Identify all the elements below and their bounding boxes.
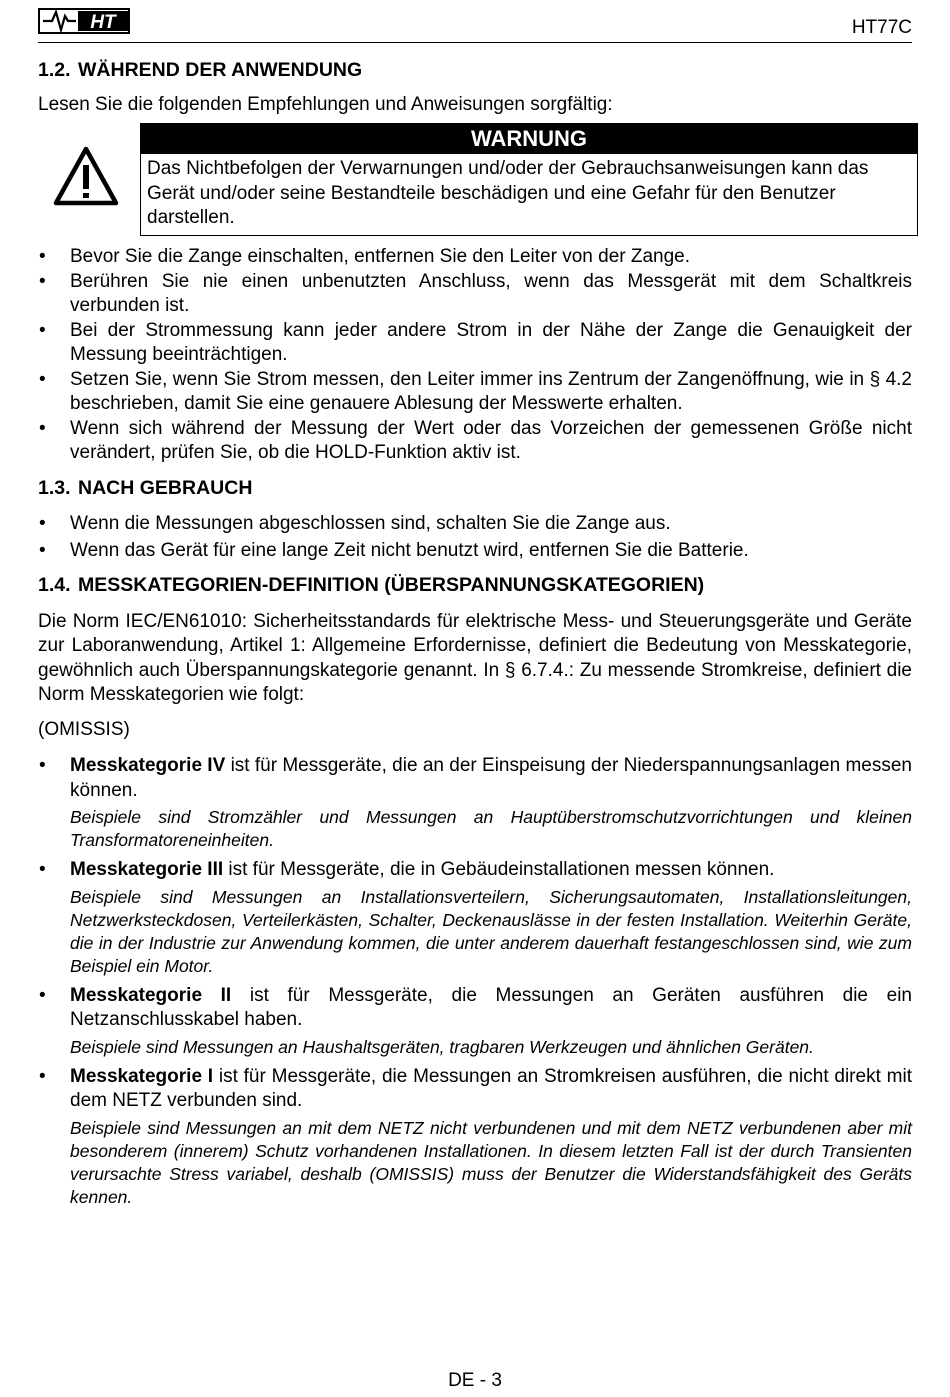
category-item — [38, 984, 912, 1059]
logo-text: HT — [90, 12, 116, 33]
list-item-text: Setzen Sie, wenn Sie Strom messen, den Leiter immer ins Zentrum der Zangenöffnung, wie in § 4.2 beschrieben, damit Sie eine genauere Ablesung der Messwerte erhalten. — [70, 368, 912, 414]
category-example: Beispiele sind Messungen an Haushaltsgeräten, tragbaren Werkzeugen und ähnlichen Geräten. — [70, 1036, 814, 1057]
section-1-4-heading — [38, 573, 912, 598]
category-example: Beispiele sind Messungen an mit dem NETZ nicht verbundenen und mit dem NETZ verbundenen aber mit besonderem (innerem) Schutz vorhandenen Installationen. In diesem letzten Fall ist der durch Transienten verursachte Stress variabel, deshalb (OMISSIS) muss der Benutzer die Widerstandsfähigkeit des Geräts kennen. — [70, 1117, 912, 1207]
section-title: MESSKATEGORIEN-DEFINITION (ÜBERSPANNUNGSKATEGORIEN) — [78, 574, 705, 596]
bullet-icon: • — [39, 755, 46, 776]
page-number: DE - 3 — [448, 1370, 502, 1391]
usage-list — [38, 245, 912, 466]
list-item-text: Wenn das Gerät für eine lange Zeit nicht benutzt wird, entfernen Sie die Batterie. — [70, 539, 749, 561]
list-item-text: Berühren Sie nie einen unbenutzten Anschluss, wenn das Messgerät mit dem Schaltkreis verbunden ist. — [70, 270, 912, 316]
bullet-icon: • — [39, 859, 46, 880]
bullet-icon: • — [39, 417, 46, 439]
category-text: ist für Messgeräte, die Messungen an Geräten ausführen die ein Netzanschlusskabel haben. — [70, 984, 912, 1030]
bullet-icon: • — [39, 539, 46, 561]
bullet-icon: • — [39, 513, 46, 534]
page-header — [38, 4, 912, 43]
list-item — [38, 245, 912, 270]
category-list — [38, 754, 912, 1209]
section-title: NACH GEBRAUCH — [78, 476, 253, 499]
ht-logo — [38, 6, 130, 36]
intro-text: Lesen Sie die folgenden Empfehlungen und Anweisungen sorgfältig: — [38, 93, 613, 115]
section-number: 1.2. — [38, 59, 71, 81]
page-content — [38, 58, 912, 1213]
list-item — [38, 539, 912, 564]
category-label: Messkategorie II — [70, 984, 232, 1006]
bullet-icon: • — [39, 984, 46, 1006]
list-item-text: Bevor Sie die Zange einschalten, entfernen Sie den Leiter von der Zange. — [70, 246, 691, 267]
warning-triangle-icon — [52, 145, 120, 207]
category-text: ist für Messgeräte, die Messungen an Stromkreisen ausführen, die nicht direkt mit dem NETZ verbunden sind. — [70, 1065, 912, 1111]
category-example: Beispiele sind Messungen an Installationsverteilern, Sicherungsautomaten, Installationsleitungen, Netzwerksteckdosen, Verteilerkästen, Schalter, Deckenauslässe in der festen Installation. Weiterhin Geräte, die in der Industrie zur Anwendung kommen, die unter anderem dauerhaft festangeschlossen sind, wie zum Beispiel ein Motor. — [70, 886, 912, 976]
warning-box — [140, 123, 918, 236]
list-item-text: Wenn die Messungen abgeschlossen sind, schalten Sie die Zange aus. — [70, 513, 671, 534]
section-1-3-heading — [38, 476, 912, 501]
norm-paragraph: Die Norm IEC/EN61010: Sicherheitsstandards für elektrische Mess- und Steuerungsgeräte und Geräte zur Laboranwendung, Artikel 1: Allgemeine Erfordernisse, definiert die Bedeutung von Messkategorie, gewöhnlich auch Überspannungskategorie genannt. In § 6.7.4.: Zu messende Stromkreise, definiert die Norm Messkategorien wie folgt: — [38, 610, 912, 705]
list-item — [38, 512, 912, 537]
section-title: WÄHREND DER ANWENDUNG — [78, 59, 363, 81]
category-text: ist für Messgeräte, die in Gebäudeinstallationen messen können. — [223, 859, 775, 880]
category-label: Messkategorie IV — [70, 755, 226, 776]
section-number: 1.4. — [38, 574, 71, 596]
bullet-icon: • — [39, 1065, 46, 1087]
bullet-icon: • — [39, 368, 46, 390]
bullet-icon: • — [39, 319, 46, 341]
bullet-icon: • — [39, 270, 46, 292]
warning-text: Das Nichtbefolgen der Verwarnungen und/oder der Gebrauchsanweisungen kann das Gerät und/oder seine Bestandteile beschädigen und eine Gefahr für den Benutzer darstellen. — [147, 158, 869, 228]
category-label: Messkategorie I — [70, 1065, 214, 1087]
after-use-list — [38, 512, 912, 563]
warning-title: WARNUNG — [141, 124, 917, 154]
category-item — [38, 754, 912, 852]
section-1-2-heading — [38, 58, 912, 83]
category-example: Beispiele sind Stromzähler und Messungen an Hauptüberstromschutzvorrichtungen und kleinen Transformatoreneinheiten. — [70, 807, 912, 850]
warning-block — [38, 123, 912, 233]
category-item — [38, 1065, 912, 1209]
bullet-icon: • — [39, 246, 46, 267]
list-item-text: Bei der Strommessung kann jeder andere Strom in der Nähe der Zange die Genauigkeit der Messung beeinträchtigen. — [70, 319, 912, 365]
list-item — [38, 319, 912, 368]
category-item — [38, 858, 912, 978]
list-item — [38, 368, 912, 417]
model-name: HT77C — [851, 17, 912, 38]
omissis-text: (OMISSIS) — [38, 718, 130, 740]
section-number: 1.3. — [38, 476, 71, 499]
list-item — [38, 417, 912, 466]
category-label: Messkategorie III — [70, 859, 224, 880]
list-item-text: Wenn sich während der Messung der Wert oder das Vorzeichen der gemessenen Größe nicht verändert, prüfen Sie, ob die HOLD-Funktion aktiv ist. — [70, 417, 912, 463]
category-text: ist für Messgeräte, die an der Einspeisung der Niederspannungsanlagen messen können. — [70, 755, 912, 801]
list-item — [38, 270, 912, 319]
